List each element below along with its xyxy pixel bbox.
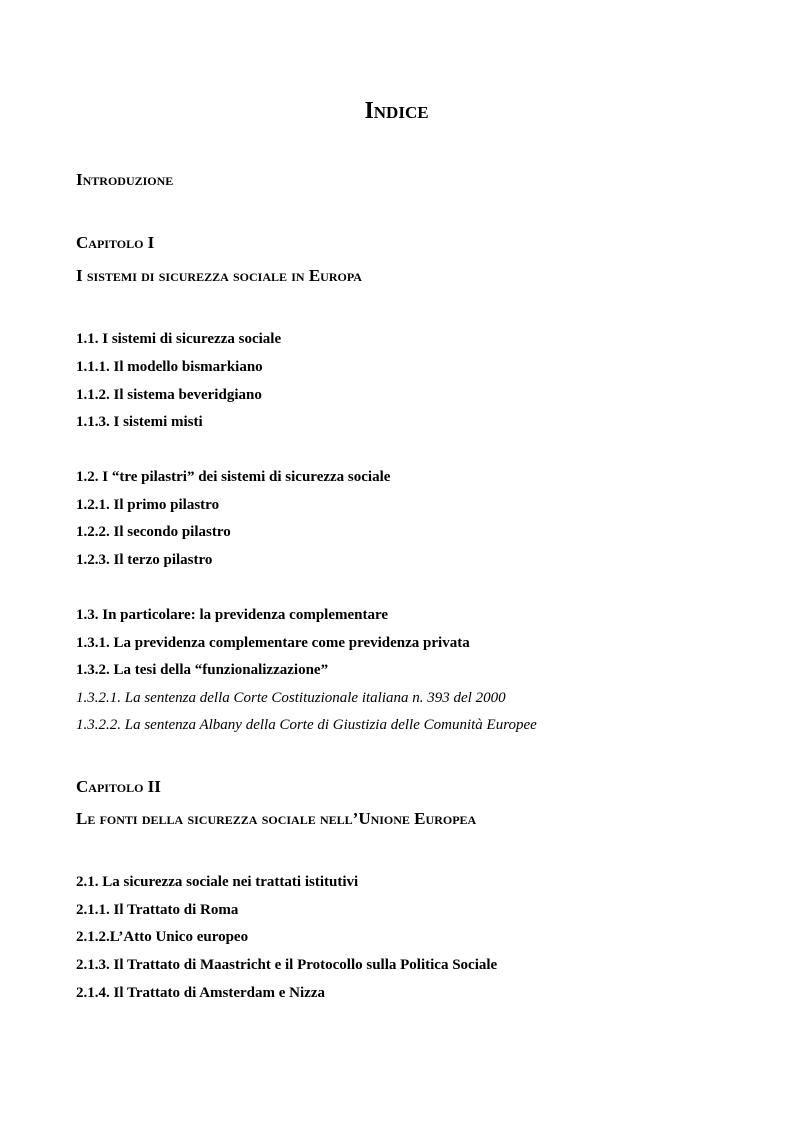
chapter-2-label: Capitolo II — [76, 777, 161, 796]
toc-entry-1-1-1: 1.1.1. Il modello bismarkiano — [76, 359, 263, 375]
toc-entry-1-1: 1.1. I sistemi di sicurezza sociale — [76, 331, 282, 347]
toc-entry-2-1-4: 2.1.4. Il Trattato di Amsterdam e Nizza — [76, 985, 325, 1001]
toc-entry-2-1: 2.1. La sicurezza sociale nei trattati istitutivi — [76, 874, 359, 890]
page-title: Indice — [364, 98, 429, 124]
toc-entry-1-2-3: 1.2.3. Il terzo pilastro — [76, 552, 213, 568]
chapter-1-label: Capitolo I — [76, 233, 155, 252]
chapter-1-title: I sistemi di sicurezza sociale in Europa — [76, 266, 362, 285]
toc-introduction: Introduzione — [76, 170, 174, 189]
toc-entry-1-1-2: 1.1.2. Il sistema beveridgiano — [76, 387, 262, 403]
toc-entry-1-2-2: 1.2.2. Il secondo pilastro — [76, 524, 231, 540]
toc-entry-2-1-2: 2.1.2.L’Atto Unico europeo — [76, 929, 249, 945]
chapter-2-title: Le fonti della sicurezza sociale nell’Unione Europea — [76, 809, 477, 828]
toc-entry-2-1-3: 2.1.3. Il Trattato di Maastricht e il Protocollo sulla Politica Sociale — [76, 957, 498, 973]
toc-entry-1-3-2: 1.3.2. La tesi della “funzionalizzazione” — [76, 662, 329, 678]
toc-entry-1-3-2-1: 1.3.2.1. La sentenza della Corte Costituzionale italiana n. 393 del 2000 — [76, 690, 506, 706]
toc-entry-1-2: 1.2. I “tre pilastri” dei sistemi di sicurezza sociale — [76, 469, 391, 485]
toc-entry-2-1-1: 2.1.1. Il Trattato di Roma — [76, 902, 239, 918]
toc-entry-1-3-2-2: 1.3.2.2. La sentenza Albany della Corte di Giustizia delle Comunità Europee — [76, 717, 537, 733]
toc-entry-1-3: 1.3. In particolare: la previdenza complementare — [76, 607, 389, 623]
toc-entry-1-2-1: 1.2.1. Il primo pilastro — [76, 497, 220, 513]
toc-entry-1-3-1: 1.3.1. La previdenza complementare come previdenza privata — [76, 635, 470, 651]
toc-entry-1-1-3: 1.1.3. I sistemi misti — [76, 414, 203, 430]
